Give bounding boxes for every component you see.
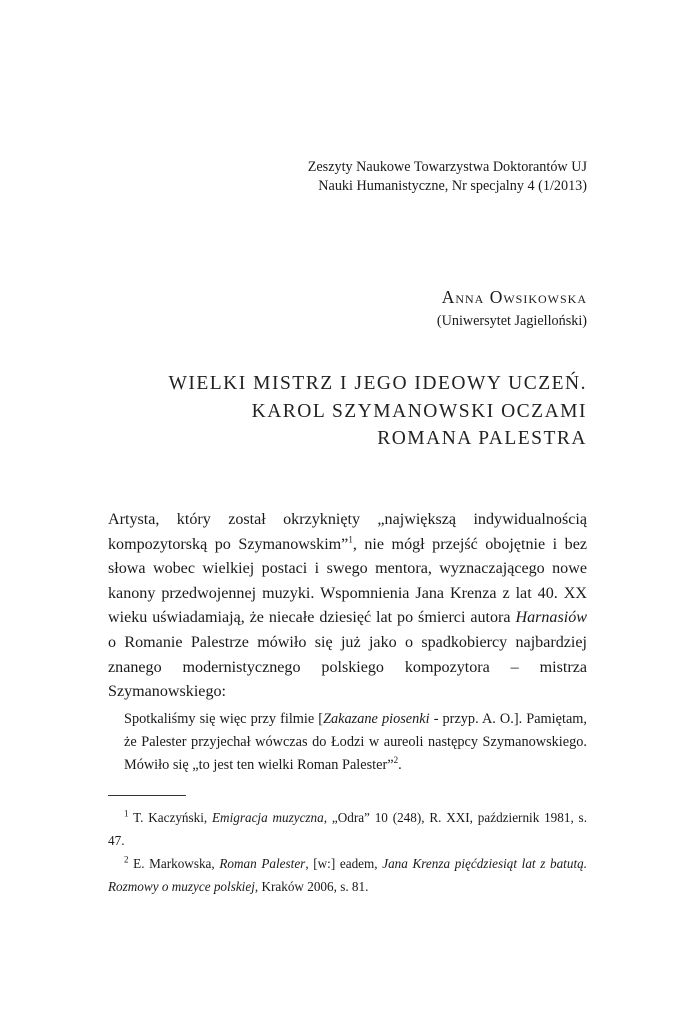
footnote-text-segment: , Kraków 2006, s. 81. bbox=[254, 879, 369, 894]
quote-paragraph bbox=[124, 708, 587, 778]
footnote-text-segment: T. Kaczyński, bbox=[133, 810, 212, 825]
title-line-2: KAROL SZYMANOWSKI OCZAMI bbox=[251, 400, 587, 422]
footnote-ref-2[interactable]: 2 bbox=[393, 755, 399, 766]
block-quote bbox=[124, 708, 587, 778]
journal-issue: Nauki Humanistyczne, Nr specjalny 4 (1/2013) bbox=[318, 178, 587, 194]
italic-title: Roman Palester bbox=[219, 856, 306, 871]
article-title bbox=[107, 370, 587, 453]
body-text-segment: o Romanie Palestrze mówiło się już jako o spadkobiercy najbardziej znanego modernistycznego polskiego kompozytora – mistrza Szymanowskiego: bbox=[108, 633, 587, 701]
footnote-text-segment: E. Markowska, bbox=[133, 856, 220, 871]
quote-text-segment: - przyp. A. O.]. Pamiętam, że Palester przyjechał wówczas do Łodzi w aureoli następcy Szymanowskiego. Mówiło się „to jest ten wielki Roman Palester” bbox=[124, 711, 587, 774]
italic-title: Harnasiów bbox=[515, 609, 587, 627]
body-text-segment: Artysta, który został okrzyknięty „największą indywidualnością kompozytorską po Szymanowskim” bbox=[108, 511, 587, 553]
journal-name: Zeszyty Naukowe Towarzystwa Doktorantów UJ bbox=[307, 159, 587, 175]
title-line-3: ROMANA PALESTRA bbox=[377, 428, 587, 449]
footnote-text-segment: , [w:] eadem, bbox=[305, 856, 383, 871]
footnote-divider bbox=[108, 795, 186, 796]
body-paragraph bbox=[108, 508, 587, 705]
italic-title: Jana Krenza pięćdziesiąt lat z batutą. Rozmowy o muzyce polskiej bbox=[108, 856, 587, 894]
footnote-1 bbox=[108, 806, 587, 852]
footnote-ref-1[interactable]: 1 bbox=[348, 534, 353, 545]
body-text bbox=[108, 508, 587, 705]
footnote-number: 2 bbox=[124, 854, 129, 865]
quote-text-segment: . bbox=[398, 757, 402, 774]
footnote-text-segment: , „Odra” 10 (248), R. XXI, październik 1981, s. 47. bbox=[108, 810, 587, 848]
italic-title: Zakazane piosenki bbox=[323, 711, 430, 727]
journal-header bbox=[167, 158, 587, 196]
body-text-segment: , nie mógł przejść obojętnie i bez słowa wobec wielkiej postaci i swego mentora, wyznaczającego nowe kanony przedwojennej muzyki. Wspomnienia Jana Krenza z lat 40. XX wieku uświadamiają, że niecałe dziesięć lat po śmierci autora bbox=[108, 535, 587, 627]
quote-text-segment: Spotkaliśmy się więc przy filmie [ bbox=[124, 711, 324, 727]
footnote-2 bbox=[108, 852, 587, 898]
footnote-number: 1 bbox=[124, 808, 129, 819]
footnotes bbox=[108, 806, 587, 898]
italic-title: Emigracja muzyczna bbox=[212, 810, 324, 825]
author-name: Anna Owsikowska bbox=[441, 287, 587, 307]
author-affiliation: (Uniwersytet Jagielloński) bbox=[436, 313, 587, 329]
title-line-1: WIELKI MISTRZ I JEGO IDEOWY UCZEŃ. bbox=[168, 373, 587, 394]
